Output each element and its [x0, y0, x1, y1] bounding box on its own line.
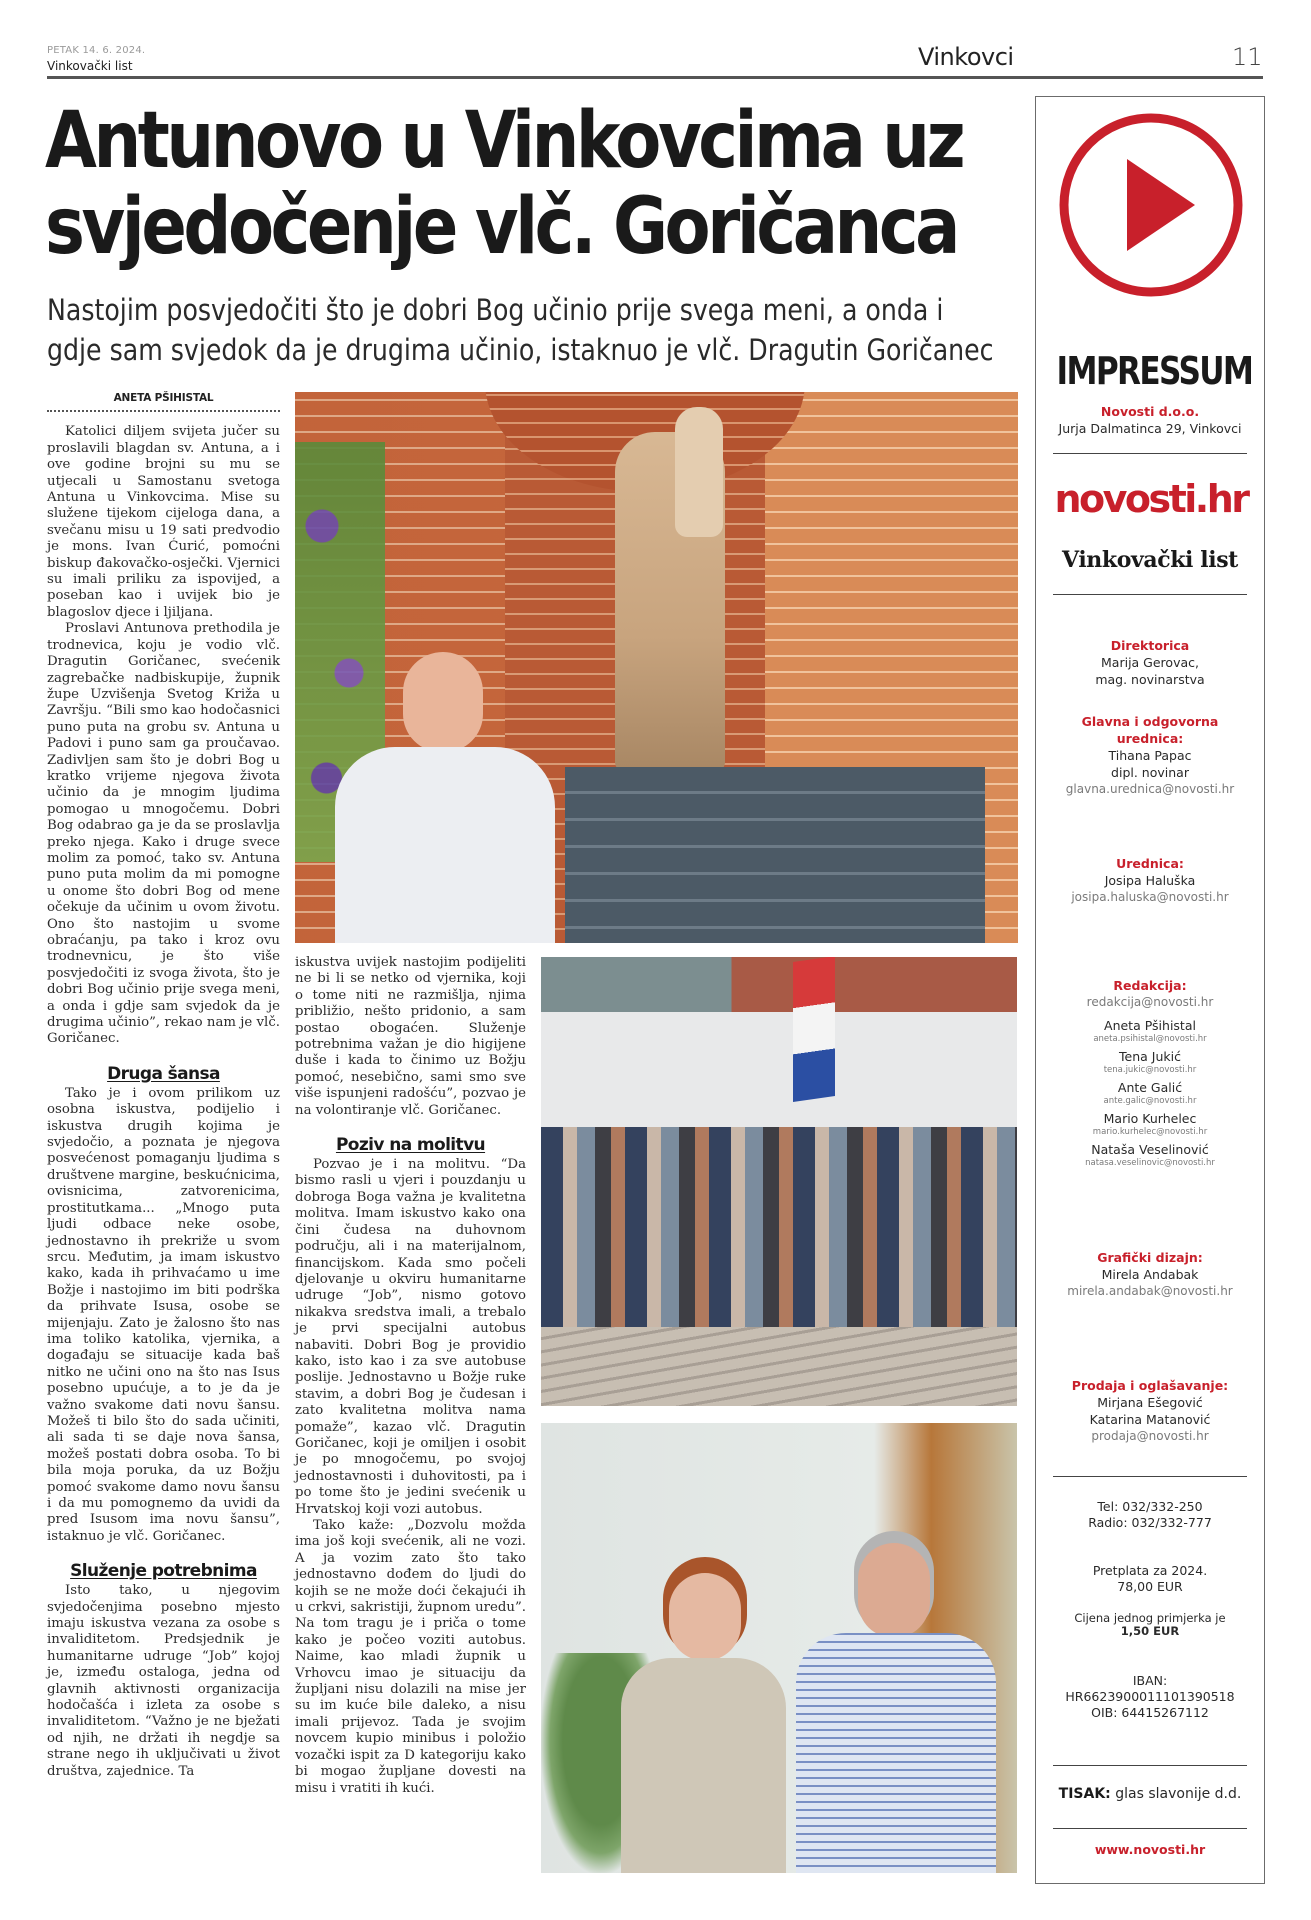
company-address: Jurja Dalmatinca 29, Vinkovci: [1058, 421, 1242, 436]
article-column-2: [295, 955, 526, 1797]
candle-stand: [565, 767, 985, 943]
article-deck: [47, 290, 1021, 370]
photo-crowd-queue: [541, 957, 1017, 1406]
editor-in-chief-block: Glavna i odgovorna urednica: Tihana Papac dipl. novinar glavna.urednica@novosti.hr: [1036, 713, 1264, 798]
impressum-box: [1035, 96, 1265, 1884]
email-link[interactable]: natasa.veselinovic@novosti.hr: [1085, 1158, 1215, 1168]
divider: [1053, 453, 1247, 454]
paragraph: Tako kaže: „Dozvolu možda ima još koji svećenik, ali ne vozi. A ja vozim zato što tako jednostavno dođem do ljudi do kojih se ne može doći čekajući ih u crkvi, sakristiji, župnom uredu”. Na tom tragu je i priča o tome kako je počeo voziti autobus. Naime, kao mladi župnik u Vrhovcu imao je situaciju da župljani nisu dolazili na mise jer su im kuće bile daleko, a nisu imali prijevoz. Tada je svojim novcem kupio minibus i položio vozački ispit za D kategoriju kako bi mogao župljane dovesti na misu i vratiti ih kući.: [295, 1518, 526, 1796]
divider: [1053, 1828, 1247, 1829]
paragraph: Pozvao je i na molitvu. “Da bismo rasli u vjeri i pouzdanju u dobroga Boga važna je kvalitetna molitva. Imam iskustvo kako ona čini čudesa na duhovnom području, ali i na materijalnom, financijskom. Kada smo počeli djelovanje u okviru humanitarne udruge “Job”, nismo gotovo nikakva sredstva imali, a trebalo je prvi specijalni autobus nabaviti. Dobri Bog je providio kako, isto kao i za sve autobuse poslije. Jednostavno u Božje ruke stavim, a dobri Bog je čudesan i zato kvalitetna molitva nama pomaže”, kazao vlč. Dragutin Goričanec, koji je omiljen i osobit je po mnogočemu, po svojoj jednostavnosti i duhovitosti, pa i po tome što je jedini svećenik u Hrvatskoj koji vozi autobus.: [295, 1157, 526, 1517]
subhead-poziv-na-molitvu: Poziv na molitvu: [335, 1135, 486, 1156]
email-link[interactable]: ante.galic@novosti.hr: [1103, 1096, 1197, 1106]
photo-couple-with-lilies: [541, 1423, 1017, 1873]
divider: [1053, 594, 1247, 595]
subscription-block: Pretplata za 2024. 78,00 EUR: [1092, 1563, 1208, 1594]
issue-date: PETAK 14. 6. 2024.: [47, 45, 146, 56]
photo-priest-at-statue: [295, 392, 1018, 943]
sales-block: Prodaja i oglašavanje: Mirjana Ešegović Katarina Matanović prodaja@novosti.hr: [1036, 1377, 1264, 1445]
deck-line-2: gdje sam svjedok da je drugima učinio, istaknuo je vlč. Dragutin Goričanec: [47, 333, 994, 367]
paragraph: Proslavi Antunova prethodila je trodnevica, koju je vodio vlč. Dragutin Goričanec, svećenik zagrebačke nadbiskupije, župnik župe Uzvišenja Svetog Križa u Završju. “Bili smo kao hodočasnici puno puta na grobu sv. Antuna u Padovi i puno sam ga proučavao. Zadivljen sam što je dobri Bog u kratko vrijeme njegova života učinio da je mnogim ljudima pomogao u mnogočemu. Dobri Bog odabrao ga je da se proslavlja preko njega. Kako i druge svece molim za pomoć, tako sv. Antuna puno puta molim da mi pomogne u onome što dobri Bog od mene očekuje da učinim u ovom životu. Ono što nastojim u svome obraćanju, pa tako i kroz ovu trodnevnicu, je što više posvjedočiti iz svoga života, što je dobri Bog učinio prije svega meni, a onda i gdje sam svjedok da je drugima učinio”, rekao nam je vlč. Goričanec.: [47, 621, 280, 1047]
man-figure: [796, 1543, 996, 1873]
headline-line-2: svjedočenje vlč. Goričanca: [45, 182, 958, 272]
impressum-title: IMPRESSUM: [1056, 349, 1253, 393]
paragraph: iskustva uvijek nastojim podijeliti ne bi li se netko od vjernika, koji o tome niti ne razmišlja, njima približio, nešto pridonio, a sam postao obogaćen. Služenje potrebnima važan je dio higijene duše i kada to činimo uz Božju pomoć, nesebično, sami smo sve više ispunjeni radošću”, pozvao je na volontiranje vlč. Goričanec.: [295, 955, 526, 1118]
design-block: Grafički dizajn: Mirela Andabak mirela.andabak@novosti.hr: [1036, 1249, 1264, 1300]
editor-block: Urednica: Josipa Haluška josipa.haluska@novosti.hr: [1036, 855, 1264, 906]
priest-figure: [335, 652, 555, 943]
novosti-logo: novosti.hr: [1054, 477, 1248, 521]
paragraph: Katolici diljem svijeta jučer su proslavili blagdan sv. Antuna, a i ove godine brojni su mu se utjecali u Samostanu svetoga Antuna u Vinkovcima. Mise su služene tijekom cijeloga dana, a svečanu misu u 19 sati predvodio je mons. Ivan Ćurić, pomoćni biskup đakovačko-osječki. Vjernici su imali priliku za ispovijed, a poseban kao i uvijek bio je blagoslov djece i ljiljana.: [47, 424, 280, 620]
divider: [1053, 1765, 1247, 1766]
newsroom-block: Redakcija: redakcija@novosti.hr Aneta Pšihistal aneta.psihistal@novosti.hr Tena Jukić tena.jukic@novosti.hr Ante Galić ante.galic@novosti.hr Mario Kurhelec mario.kurhelec@novosti.hr Nataša Veselinović natasa.veselinovic@novosti.hr: [1036, 977, 1264, 1172]
subhead-sluzenje-potrebnima: Služenje potrebnima: [70, 1561, 257, 1582]
email-link[interactable]: glavna.urednica@novosti.hr: [1065, 782, 1235, 796]
contact-block: Tel: 032/332-250 Radio: 032/332-777: [1088, 1499, 1212, 1530]
company-name: Novosti d.o.o.: [1100, 404, 1200, 419]
subhead-druga-sansa: Druga šansa: [107, 1063, 220, 1084]
croatian-flag: [793, 957, 835, 1102]
section-title: Vinkovci: [918, 43, 1014, 71]
director-block: Direktorica Marija Gerovac, mag. novinarstva: [1095, 638, 1205, 687]
byline: ANETA PŠIHISTAL: [47, 390, 280, 412]
paper-name: Vinkovački list: [47, 59, 133, 73]
header-rule: [47, 76, 1263, 79]
bank-block: IBAN: HR6623900011101390518 OIB: 64415267112: [1065, 1673, 1235, 1720]
paragraph: Tako je i ovom prilikom uz osobna iskustva, podijelio i iskustva drugih kojima je svjedočio, a poznata je njegova posvećenost pomaganju ljudima s društvene margine, beskućnicima, ovisnicima, zatvorenicima, prostitutkama... „Mnogo puta ljudi odbace neke osobe, jednostavno ih prekriže u svom srcu. Međutim, ja imam iskustvo kako, kada ih prihvaćamo u ime Božje i nastojimo im biti podrška da prihvate Isusa, osobe se mijenjaju. Zato je žalosno što nas ima toliko katolika, vjernika, a događaju se situacije kada baš nitko ne učini ono na što nas Isus posebno upućuje, a to je da je važno svakome dati novu šansu. Možeš ti bilo što do sada učiniti, ali sada ti se daje nova šansa, možeš postati dobra osoba. To bi bila moja poruka, da uz Božju pomoć svakome damo novu šansu i da mu pomognemo da uvidi da pred Isusom ima novu šansu”, istaknuo je vlč. Goričanec.: [47, 1085, 280, 1544]
divider: [1053, 1476, 1247, 1477]
headline-line-1: Antunovo u Vinkovcima uz: [45, 96, 963, 186]
crowd: [541, 1127, 1017, 1327]
page-number: 11: [1232, 43, 1263, 71]
article-column-1: [47, 390, 280, 1780]
email-link[interactable]: mirela.andabak@novosti.hr: [1067, 1284, 1233, 1298]
paragraph: Isto tako, u njegovim svjedočenjima posebno mjesto imaju iskustva vezana za osobe s invaliditetom. Predsjednik je humanitarne udruge “Job” kojoj je, između ostaloga, jedna od glavnih aktivnosti organizacija hodočašća i izleta za osobe s invaliditetom. “Važno je ne bježati od njih, ne držati ih negdje sa strane nego ih uključivati u život društva, zajednice. Ta: [47, 1583, 280, 1779]
website-link[interactable]: www.novosti.hr: [1094, 1842, 1206, 1857]
price-block: Cijena jednog primjerka je 1,50 EUR: [1074, 1611, 1226, 1638]
email-link[interactable]: josipa.haluska@novosti.hr: [1071, 890, 1229, 904]
email-link[interactable]: redakcija@novosti.hr: [1086, 995, 1214, 1009]
headline: [45, 96, 963, 272]
vinkovacki-list-logo: Vinkovački list: [1062, 547, 1238, 573]
play-icon: [1055, 109, 1247, 301]
print-info: TISAK: glas slavonije d.d.: [1058, 1786, 1242, 1802]
email-link[interactable]: aneta.psihistal@novosti.hr: [1093, 1034, 1207, 1044]
email-link[interactable]: prodaja@novosti.hr: [1091, 1429, 1209, 1443]
email-link[interactable]: mario.kurhelec@novosti.hr: [1092, 1127, 1208, 1137]
woman-figure: [621, 1573, 786, 1873]
email-link[interactable]: tena.jukic@novosti.hr: [1103, 1065, 1197, 1075]
deck-line-1: Nastojim posvjedočiti što je dobri Bog učinio prije svega meni, a onda i: [47, 293, 944, 327]
